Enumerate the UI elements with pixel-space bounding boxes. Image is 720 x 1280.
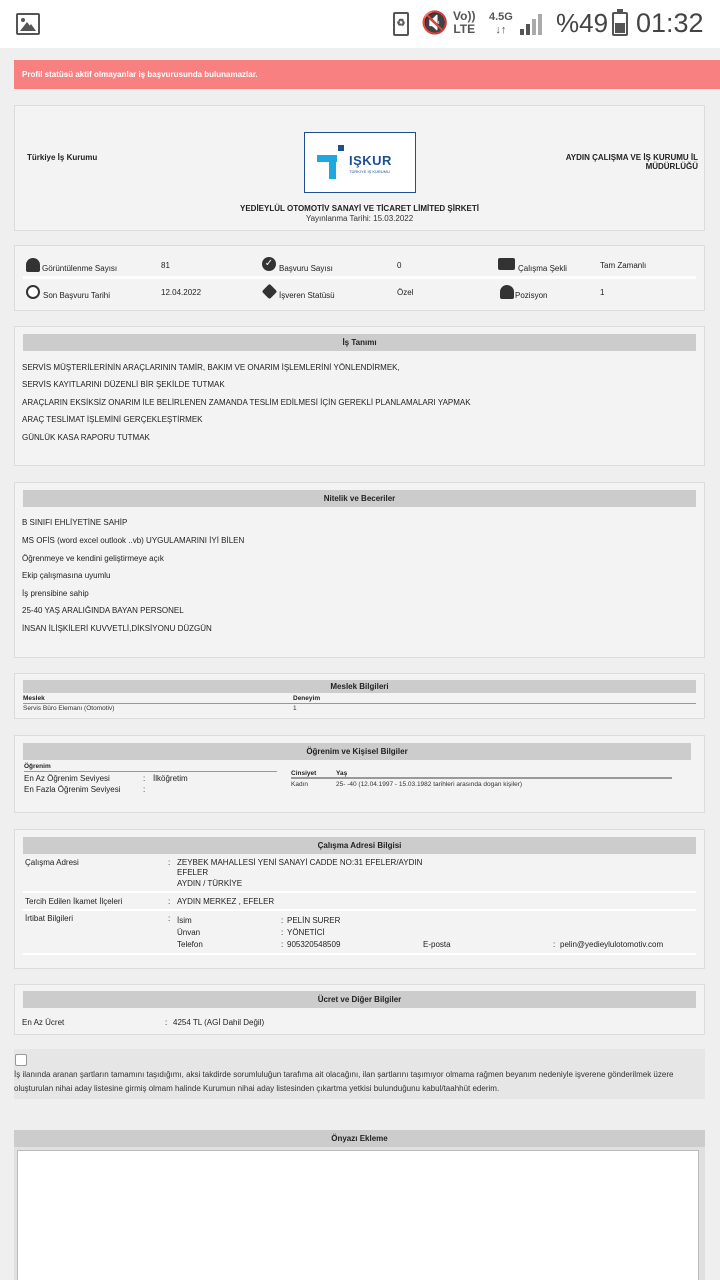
contact-email-value: pelin@yedieylulotomotiv.com [560, 940, 664, 949]
job-stats-panel [14, 245, 705, 311]
network-type-indicator: 4.5G ↓↑ [489, 11, 513, 36]
contact-name-value: PELİN SURER [287, 916, 341, 925]
education-panel: Öğrenim ve Kişisel Bilgiler Öğrenim En Az Öğrenim Seviyesi : İlköğretim En Fazla Öğrenim Seviyesi : Cinsiyet Yaş Kadın 25- -40 (12.04.1997 - 15.03.1982 tarihleri arasında dogan kişiler) [14, 735, 705, 813]
profession-title: Meslek Bilgileri [23, 680, 696, 693]
battery-saver-icon: ♻ [393, 12, 409, 36]
job-description-line: SERVİS KAYITLARINI DÜZENLİ BİR ŞEKİLDE TUTMAK [22, 380, 225, 389]
age-value: 25- -40 (12.04.1997 - 15.03.1982 tarihleri arasında dogan kişiler) [336, 781, 523, 788]
contact-email-label: E-posta [423, 940, 451, 949]
briefcase-icon [498, 258, 515, 270]
cover-letter-textarea[interactable] [17, 1150, 699, 1280]
profession-column-header: Meslek [23, 695, 45, 702]
max-education-label: En Fazla Öğrenim Seviyesi [24, 785, 121, 794]
contact-name-label: İsim [177, 916, 192, 925]
status-bar [0, 0, 720, 48]
skill-line: MS OFİS (word excel outlook ..vb) UYGULAMARINI İYİ BİLEN [22, 536, 245, 545]
skills-title: Nitelik ve Beceriler [23, 490, 696, 507]
job-description-line: ARAÇ TESLİMAT İŞLEMİNİ GERÇEKLEŞTİRMEK [22, 415, 203, 424]
profession-value: Servis Büro Elemanı (Otomotiv) [23, 705, 115, 712]
gender-value: Kadın [291, 781, 308, 788]
directorate-name: AYDIN ÇALIŞMA VE İŞ KURUMU İL MÜDÜRLÜĞÜ [565, 153, 698, 171]
experience-column-header: Deneyim [293, 695, 321, 702]
skill-line: İNSAN İLİŞKİLERİ KUVVETLİ,DİKSİYONU DÜZGÜN [22, 624, 212, 633]
min-wage-value: 4254 TL (AGİ Dahil Değil) [173, 1018, 265, 1027]
work-type-value: Tam Zamanlı [600, 261, 647, 270]
work-address-line-2: EFELER [177, 868, 209, 877]
profile-status-alert: Profil statüsü aktif olmayanlar iş başvurusunda bulunamazlar. [14, 60, 720, 89]
contact-title-label: Ünvan [177, 928, 201, 937]
volte-indicator: Vo)) LTE [453, 9, 476, 36]
min-education-label: En Az Öğrenim Seviyesi [24, 774, 110, 783]
skill-line: Öğrenmeye ve kendini geliştirmeye açık [22, 554, 164, 563]
age-header: Yaş [336, 770, 348, 777]
work-address-label: Çalışma Adresi [25, 858, 79, 867]
position-user-icon [500, 285, 514, 299]
experience-value: 1 [293, 705, 297, 712]
skill-line: Ekip çalışmasına uyumlu [22, 571, 111, 580]
contact-phone-value: 905320548509 [287, 940, 341, 949]
battery-icon [612, 12, 628, 36]
wage-title: Ücret ve Diğer Bilgiler [23, 991, 696, 1008]
consent-checkbox[interactable] [15, 1054, 27, 1066]
signal-icon [520, 13, 546, 35]
views-label: Görüntülenme Sayısı [42, 264, 118, 273]
job-description-line: GÜNLÜK KASA RAPORU TUTMAK [22, 433, 150, 442]
skill-line: İş prensibine sahip [22, 589, 89, 598]
institution-name: Türkiye İş Kurumu [27, 153, 98, 162]
user-icon [26, 258, 40, 272]
education-subheader: Öğrenim [24, 763, 51, 770]
position-value: 1 [600, 288, 605, 297]
deadline-label: Son Başvuru Tarihi [43, 291, 110, 300]
tag-icon [262, 284, 278, 300]
deadline-value: 12.04.2022 [161, 288, 202, 297]
employer-status-value: Özel [397, 288, 414, 297]
employer-status-label: İşveren Statüsü [279, 291, 335, 300]
work-address-line-3: AYDIN / TÜRKİYE [177, 879, 243, 888]
contact-phone-label: Telefon [177, 940, 203, 949]
applications-value: 0 [397, 261, 402, 270]
skill-line: B SINIFI EHLİYETİNE SAHİP [22, 518, 128, 527]
iskur-logo: IŞKUR TÜRKİYE İŞ KURUMU [304, 132, 416, 193]
work-address-panel: Çalışma Adresi Bilgisi Çalışma Adresi : ZEYBEK MAHALLESİ YENİ SANAYİ CADDE NO:31 EFELER/AYDIN EFELER AYDIN / TÜRKİYE Tercih Edilen İkamet İlçeleri : AYDIN MERKEZ , EFELER İrtibat Bilgileri : İsim : PELİN SURER Ünvan : YÖNETİCİ Telefon : 905320548509 E-posta : pelin@yedieylulotomotiv.com [14, 829, 705, 969]
residence-value: AYDIN MERKEZ , EFELER [177, 897, 275, 906]
battery-percentage: %49 [556, 8, 609, 38]
gallery-notification-icon [16, 13, 40, 35]
applications-label: Başvuru Sayısı [279, 264, 333, 273]
wage-panel: Ücret ve Diğer Bilgiler En Az Ücret : 4254 TL (AGİ Dahil Değil) [14, 984, 705, 1035]
published-date: Yayınlanma Tarihi: 15.03.2022 [305, 214, 414, 223]
check-circle-icon: ✓ [262, 257, 276, 271]
position-label: Pozisyon [515, 291, 548, 300]
profession-panel [14, 673, 705, 719]
min-wage-label: En Az Ücret [22, 1018, 65, 1027]
min-education-value: İlköğretim [153, 774, 188, 783]
work-address-title: Çalışma Adresi Bilgisi [23, 837, 696, 854]
job-header-panel [14, 105, 705, 231]
job-description-title: İş Tanımı [23, 334, 696, 351]
education-title: Öğrenim ve Kişisel Bilgiler [23, 743, 691, 760]
views-value: 81 [161, 261, 170, 270]
residence-label: Tercih Edilen İkamet İlçeleri [25, 897, 123, 906]
clock: 01:32 [636, 8, 704, 38]
consent-text: İş ilanında aranan şartların tamamını taşıdığımı, aksi takdirde sorumluluğun tarafıma ait olacağını, ilan şartlarını taşımıyor olmama rağmen beyanım nedeniyle işverene gönderilmek üzere oluşturulan nihai aday listesine girmiş olmam halinde Kurumun nihai aday listesinden çıkartma yetkisi bulunduğunu kabul/taahhüt ederim. [14, 1070, 674, 1093]
mute-icon: 🔇 [421, 10, 449, 35]
gender-header: Cinsiyet [291, 770, 317, 777]
contact-label: İrtibat Bilgileri [25, 914, 74, 923]
job-description-line: SERVİS MÜŞTERİLERİNİN ARAÇLARININ TAMİR, BAKIM VE ONARIM İŞLEMLERİNİ YÖNLENDİRMEK, [22, 363, 400, 372]
skill-line: 25-40 YAŞ ARALIĞINDA BAYAN PERSONEL [22, 606, 184, 615]
work-address-line-1: ZEYBEK MAHALLESİ YENİ SANAYİ CADDE NO:31 EFELER/AYDIN [177, 858, 423, 867]
job-description-panel [14, 326, 705, 466]
cover-letter-title: Önyazı Ekleme [14, 1130, 705, 1147]
cover-letter-panel [14, 1130, 705, 1280]
consent-box [14, 1049, 705, 1099]
skills-panel [14, 482, 705, 658]
job-description-line: ARAÇLARIN EKSİKSİZ ONARIM İLE BELİRLENEN ZAMANDA TESLİM EDİLMESİ İÇİN GEREKLİ PLANLAMALARI YAPMAK [22, 398, 471, 407]
work-type-label: Çalışma Şekli [518, 264, 567, 273]
contact-title-value: YÖNETİCİ [287, 928, 325, 937]
clock-icon [26, 285, 40, 299]
company-name: YEDİEYLÜL OTOMOTİV SANAYİ VE TİCARET LİMİTED ŞİRKETİ [240, 204, 479, 213]
